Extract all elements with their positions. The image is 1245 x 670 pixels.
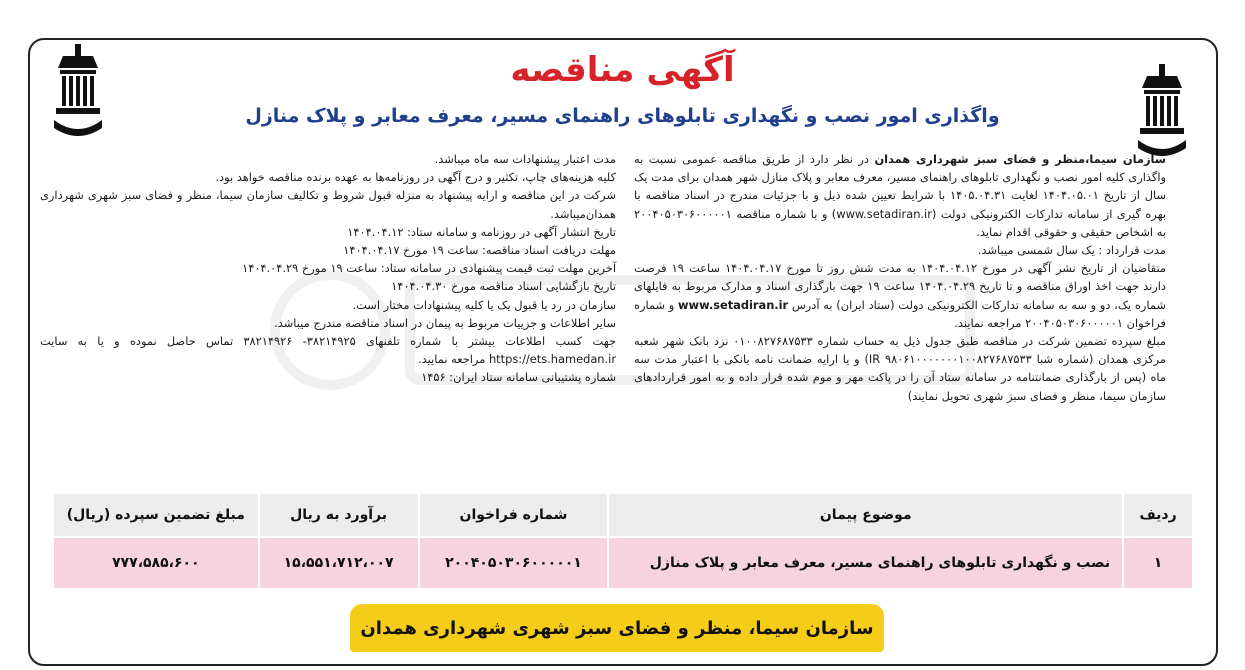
submit-deadline-line: آخرین مهلت ثبت قیمت پیشنهادی در سامانه ستاد: ساعت ۱۹ مورخ ۱۴۰۴.۰۴.۲۹ (242, 261, 616, 276)
applicants-text: متقاضیان از تاریخ نشر آگهی در مورخ ۱۴۰۴.۰۴.۱۲ به مدت شش روز تا مورخ ۱۴۰۴.۰۴.۱۷ ساعت ۱۹ فرصت دارند جهت اخذ اوراق مناقصه و تا تاریخ ۱۴۰۴.۰۴.۲۹ ساعت ۱۹ جهت بارگذاری اسناد و مدارک مربوط به فایلهای شماره یک، دو و سه به سامانه تدارکات الکترونیکی دولت (ستاد ایران) به آدرس (634, 261, 1166, 312)
org-name: سازمان سیما،منظر و فضای سبز شهرداری همدان (874, 152, 1166, 166)
footer-org-banner: سازمان سیما، منظر و فضای سبز شهری شهرداری همدان (350, 604, 884, 652)
header-estimate: برآورد به ریال (259, 493, 419, 537)
cell-subject: نصب و نگهداری تابلوهای راهنمای مسیر، معرف معابر و پلاک منازل (608, 537, 1123, 589)
table-header-row (53, 493, 1193, 537)
publish-date-line: تاریخ انتشار آگهی در روزنامه و سامانه ستاد: ۱۴۰۴.۰۴.۱۲ (347, 224, 616, 239)
participation-line: شرکت در این مناقصه و ارایه پیشنهاد به منزله قبول شروط و تکالیف سازمان سیما، منظر و فضای سبز شهری شهرداری همدان‌میباشد. (40, 188, 616, 221)
contact-paragraph (40, 332, 616, 368)
header-row-number: ردیف (1123, 493, 1193, 537)
header-call-number: شماره فراخوان (419, 493, 609, 537)
intro-paragraph (634, 150, 1166, 241)
support-line: شماره پشتیبانی سامانه ستاد ایران: ۱۴۵۶ (421, 370, 616, 385)
notice-title: آگهی مناقصه (510, 50, 735, 90)
header-subject: موضوع پیمان (608, 493, 1123, 537)
applicants-setad-link[interactable]: www.setadiran.ir (678, 297, 789, 312)
contact-text: جهت کسب اطلاعات بیشتر با شماره تلفنهای ۳۸۲۱۴۹۲۵- ۳۸۲۱۴۹۲۶ تماس حاصل نموده و یا به سایت (40, 334, 616, 349)
tender-table (52, 492, 1194, 590)
validity-line: مدت اعتبار پیشنهادات سه ماه میباشد. (434, 152, 616, 166)
ets-link[interactable]: https://ets.hamedan.ir (488, 352, 616, 367)
other-info-line: سایر اطلاعات و جزییات مربوط به پیمان در اسناد مناقصه مندرج میباشد. (274, 315, 616, 330)
cell-estimate: ۱۵،۵۵۱،۷۱۲،۰۰۷ (259, 537, 419, 589)
intro-text: در نظر دارد از طریق مناقصه عمومی نسبت به واگذاری کلیه امور نصب و نگهداری تابلوهای راهنمای مسیر، معرف معابر و پلاک منازل شهر همدان برای مدت یک سال از تاریخ ۱۴۰۴.۰۵.۰۱ لغایت ۱۴۰۵.۰۴.۳۱ با شرایط تعیین شده ذیل و با جزئیات مندرج در اسناد مناقصه با بهره گیری از سامانه تدارکات الکترونیکی دولت ( (634, 152, 1166, 221)
intro-end-text: ) و با شماره مناقصه ۲۰۰۴۰۵۰۳۰۶۰۰۰۰۰۱ به اشخاص حقیقی و حقوقی اقدام نماید. (634, 206, 1166, 239)
applicants-paragraph (634, 259, 1166, 332)
opening-date-line: تاریخ بازگشایی اسناد مناقصه مورخ ۱۴۰۴.۰۴.۳۰ (391, 279, 616, 294)
setad-link[interactable]: www.setadiran.ir (836, 206, 932, 221)
cell-row-number: ۱ (1123, 537, 1193, 589)
table-row (53, 537, 1193, 589)
left-column (40, 150, 616, 387)
receive-deadline-line: مهلت دریافت اسناد مناقصه: ساعت ۱۹ مورخ ۱۴۰۴.۰۴.۱۷ (343, 243, 616, 258)
contact-end-text: مراجعه نمایید. (418, 352, 489, 367)
cell-deposit: ۷۷۷،۵۸۵،۶۰۰ (53, 537, 259, 589)
contract-period: مدت قرارداد : یک سال شمسی میباشد. (977, 243, 1166, 258)
notice-subtitle: واگذاری امور نصب و نگهداری تابلوهای راهنمای مسیر، معرف معابر و پلاک منازل (245, 105, 1000, 127)
cell-call-number: ۲۰۰۴۰۵۰۳۰۶۰۰۰۰۰۱ (419, 537, 609, 589)
costs-line: کلیه هزینه‌های چاپ، تکثیر و درج آگهی در روزنامه‌ها به عهده برنده مناقصه خواهد بود. (215, 170, 616, 185)
header-deposit: مبلغ تضمین سپرده (ریال) (53, 493, 259, 537)
applicants-end-text: و شماره فراخوان ۲۰۰۴۰۵۰۳۰۶۰۰۰۰۰۱ مراجعه نمایند. (634, 297, 1166, 330)
guarantee-paragraph: مبلغ سپرده تضمین شرکت در مناقصه طبق جدول ذیل به حساب شماره ۰۱۰۰۸۲۷۶۸۷۵۳۳ نزد بانک شهر شعبه مرکزی همدان (شماره شبا IR ۹۸۰۶۱۰۰۰۰۰۰۰۱۰۰۸۲۷۶۸۷۵۳۳) و یا ارایه ضمانت نامه بانکی با اعتبار مدت سه ماه (پس از بارگذاری ضمانتنامه در سامانه ستاد آن را در پاکت مهر و موم شده قرار داده و به امور قراردادهای سازمان سیما، منظر و فضای سبز شهری تحویل نمایند) (634, 334, 1166, 403)
rights-line: سازمان در رد یا قبول یک یا کلیه پیشنهادات مختار است. (352, 297, 616, 312)
right-column (634, 150, 1166, 405)
